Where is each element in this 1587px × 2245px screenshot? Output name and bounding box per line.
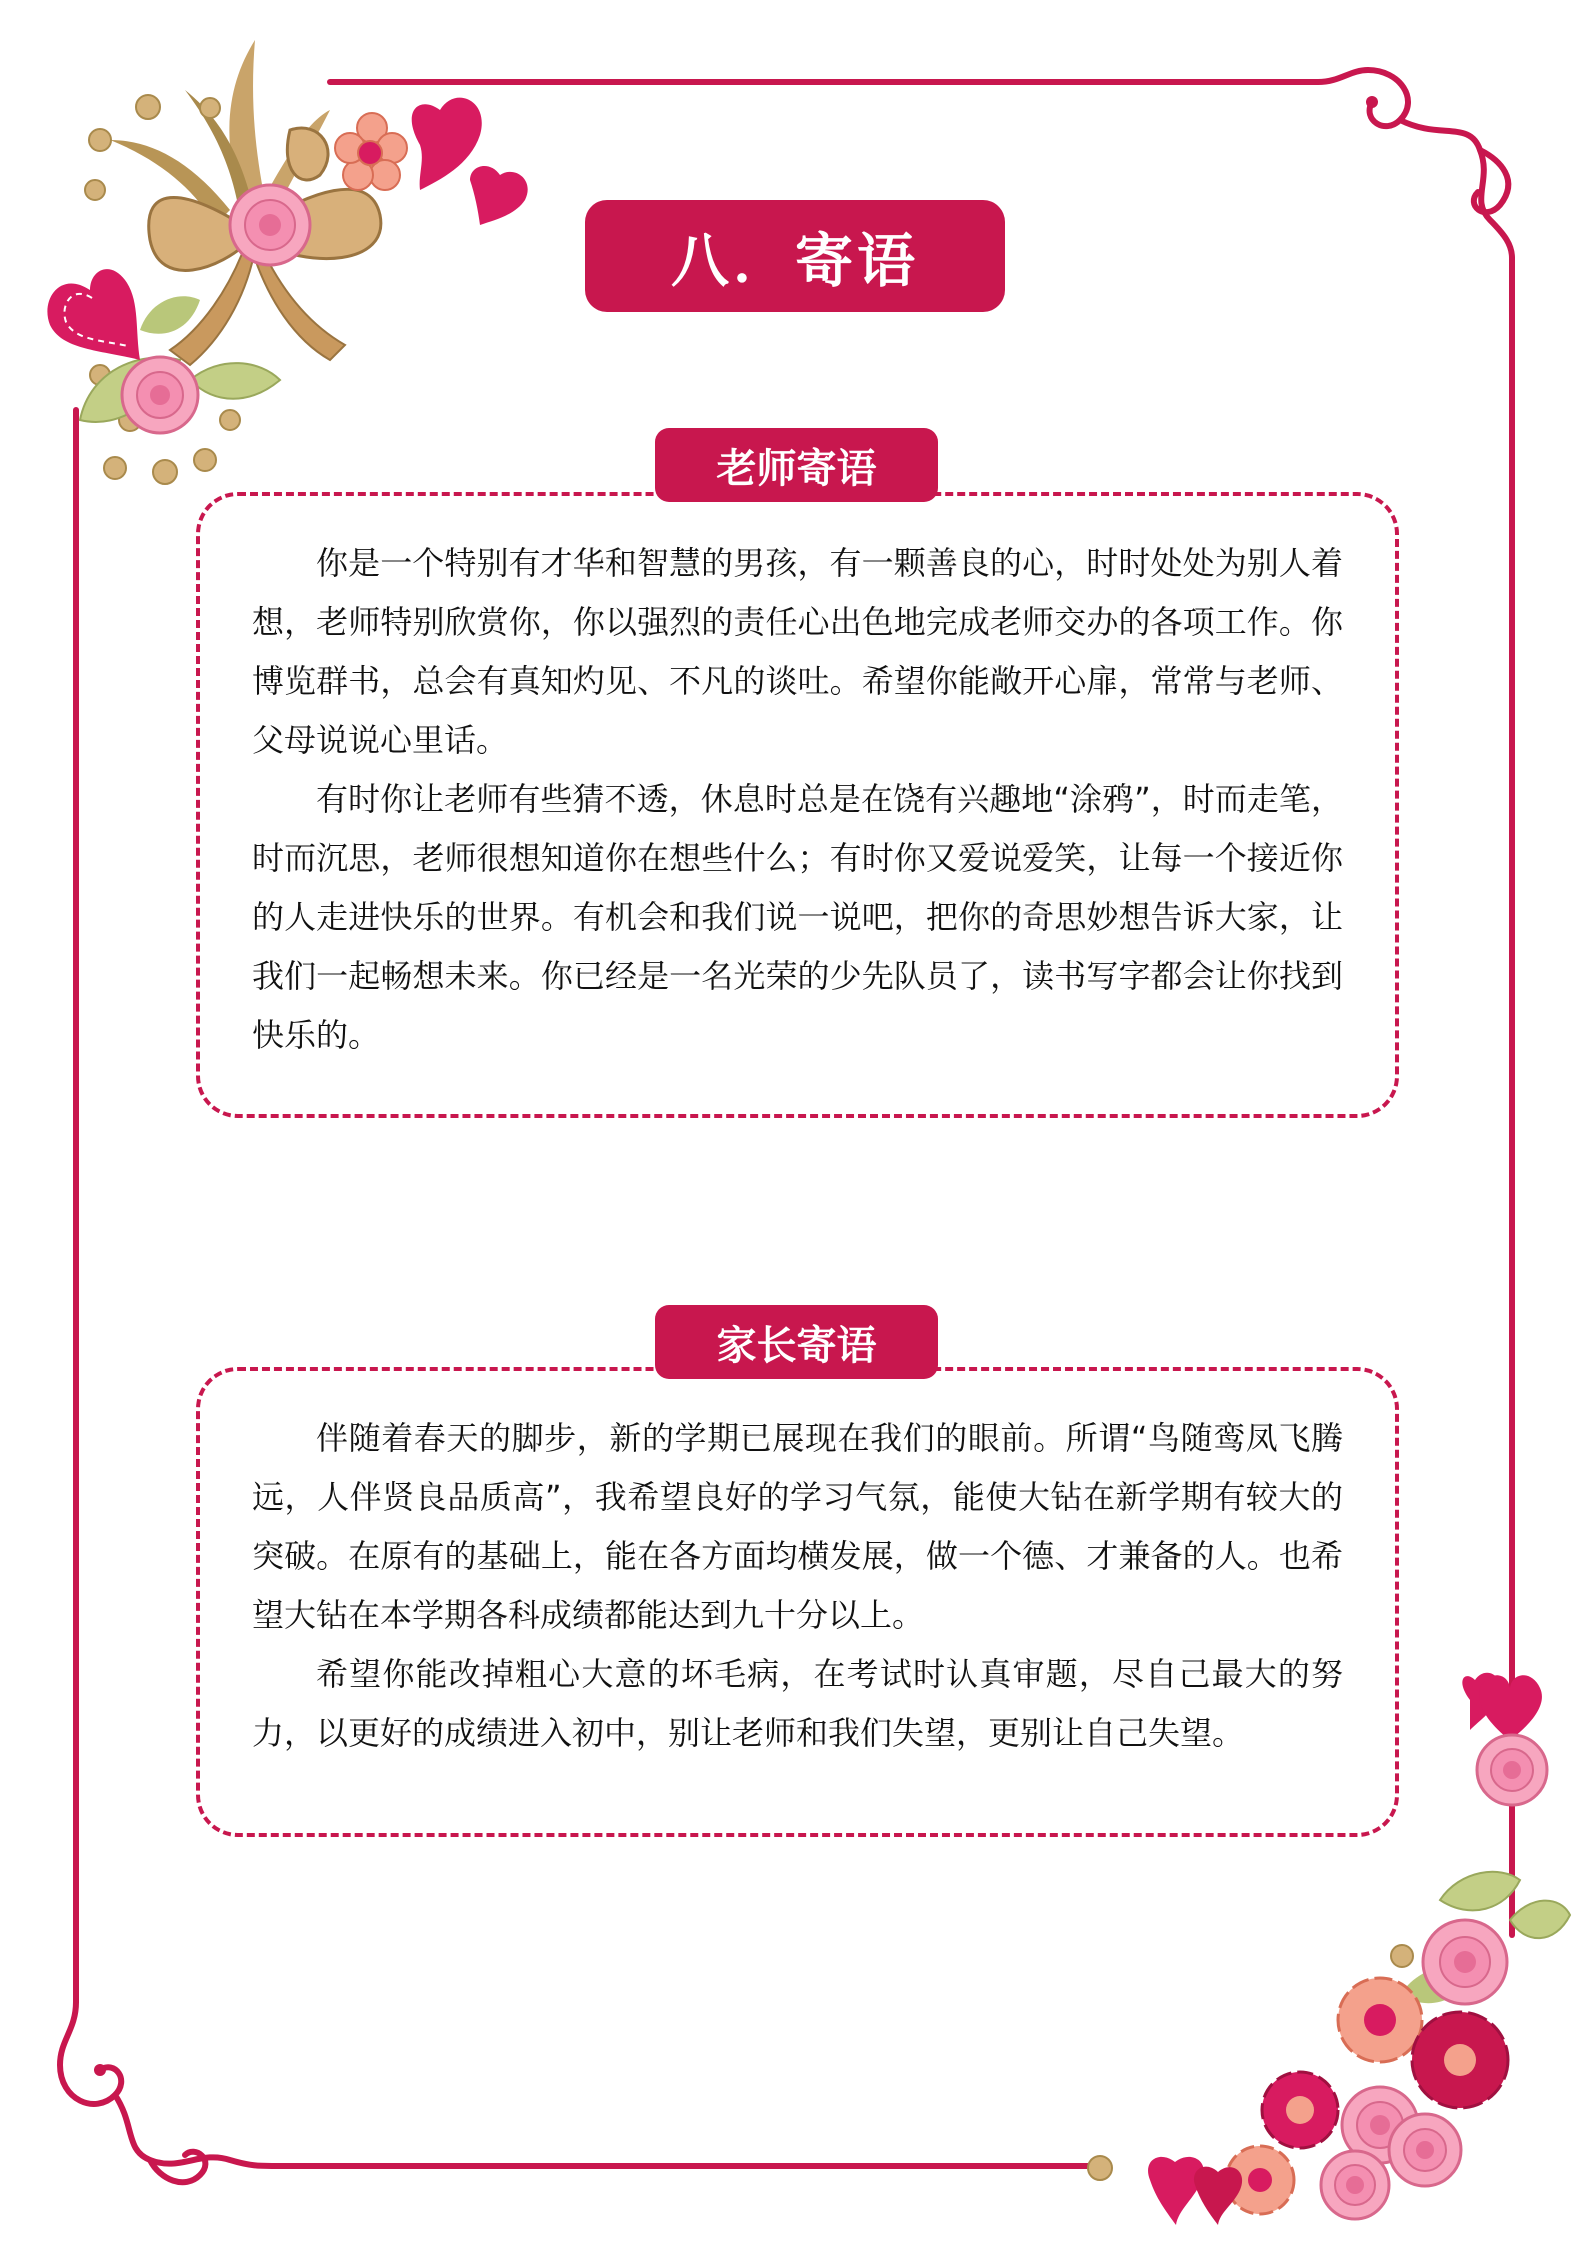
flower-icon (1338, 1978, 1422, 2062)
flower-icon (1262, 2072, 1338, 2148)
page-title: 八．寄语 (585, 200, 1005, 312)
bouquet-bottom-right (1088, 1872, 1570, 2225)
paragraph: 有时你让老师有些猜不透，休息时总是在饶有兴趣地“涂鸦”，时而走笔，时而沉思，老师很想知道你在想些什么；有时你又爱说爱笑，让每一个接近你的人走进快乐的世界。有机会和我们说一说吧，把你的奇思妙想告诉大家，让我们一起畅想未来。你已经是一名光荣的少先队员了，读书写字都会让你找到快乐的。 (252, 780, 1343, 1054)
section-label-teacher: 老师寄语 (655, 428, 938, 502)
flower-icon (1412, 2012, 1508, 2108)
bow-bouquet-icon (80, 40, 407, 484)
heart-icon (1148, 2157, 1242, 2225)
paragraph: 伴随着春天的脚步，新的学期已展现在我们的眼前。所谓“鸟随鸾凤飞腾远，人伴贤良品质高”，我希望良好的学习气氛，能使大钻在新学期有较大的突破。在原有的基础上，能在各方面均横发展，做一个德、才兼备的人。也希望大钻在本学期各科成绩都能达到九十分以上。 (252, 1419, 1343, 1634)
flower-icon (335, 113, 407, 190)
swirl-icon (60, 2002, 272, 2182)
rose-icon (1477, 1735, 1547, 1805)
heart-icon (412, 98, 528, 225)
rose-icon (1321, 2151, 1389, 2219)
heart-icon (47, 269, 140, 360)
heart-icon (1462, 1673, 1542, 1740)
swirl-icon (1318, 70, 1512, 258)
parent-message-box (196, 1367, 1399, 1837)
rose-icon (1423, 1920, 1507, 2004)
section-label-parent: 家长寄语 (655, 1305, 938, 1379)
rose-icon (122, 357, 198, 433)
teacher-message-box (196, 492, 1399, 1118)
rose-icon (1389, 2114, 1461, 2186)
rose-icon (230, 185, 310, 265)
paragraph: 希望你能改掉粗心大意的坏毛病，在考试时认真审题，尽自己最大的努力，以更好的成绩进入初中，别让老师和我们失望，更别让自己失望。 (252, 1655, 1343, 1752)
paragraph: 你是一个特别有才华和智慧的男孩，有一颗善良的心，时时处处为别人着想，老师特别欣赏你，你以强烈的责任心出色地完成老师交办的各项工作。你博览群书，总会有真知灼见、不凡的谈吐。希望你能敞开心扉，常常与老师、父母说说心里话。 (252, 544, 1343, 759)
